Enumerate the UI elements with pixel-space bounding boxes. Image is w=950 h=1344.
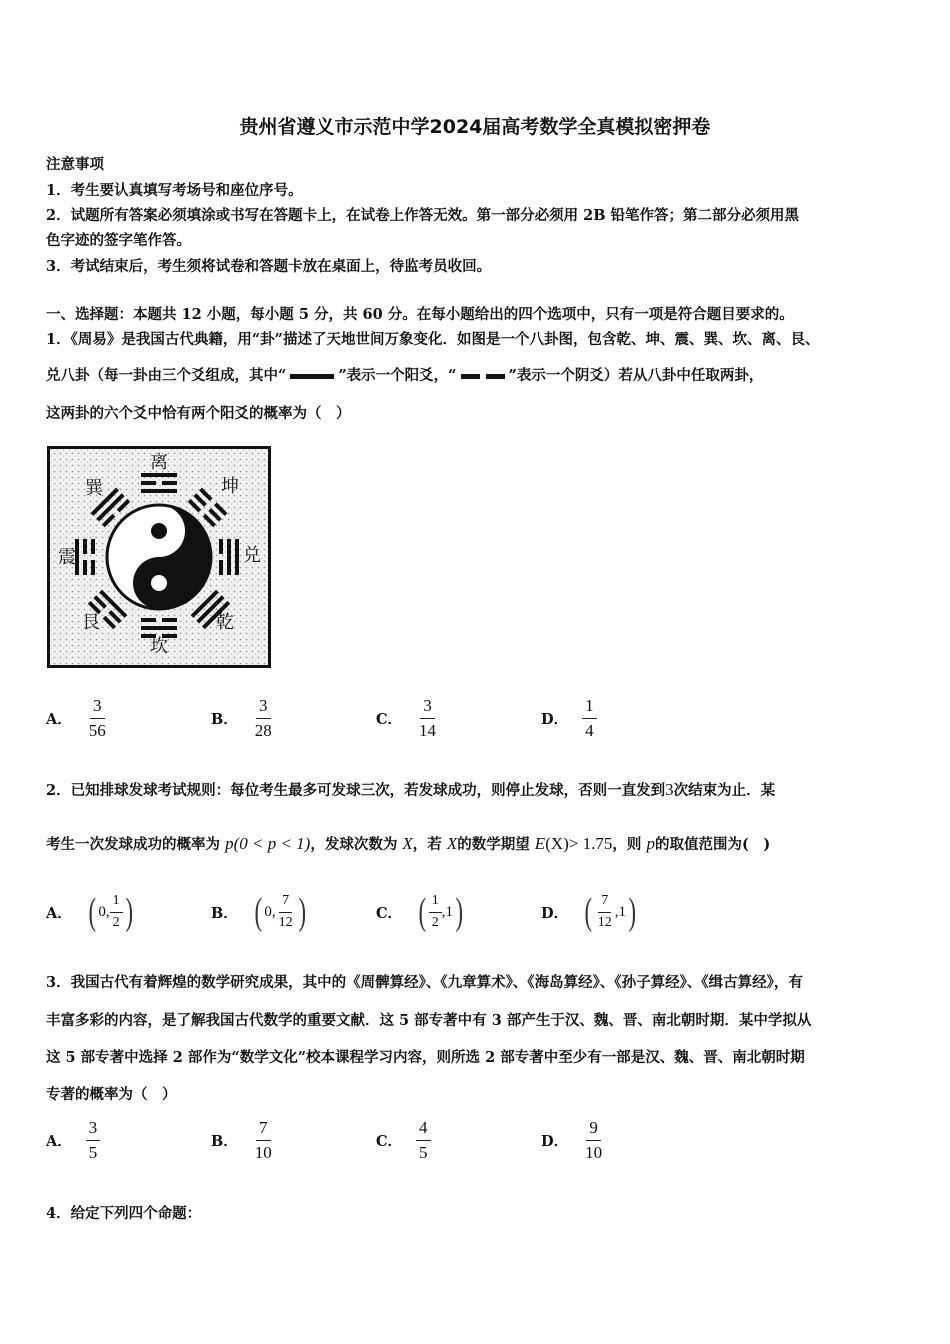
fraction: $\frac{3}{14}$ xyxy=(419,695,437,740)
option-d[interactable]: D． ( $\frac{7}{12}$ ,1 ) xyxy=(541,887,639,937)
yin-line-icon xyxy=(461,374,505,379)
option-d[interactable]: D． $\frac{1}{4}$ xyxy=(541,693,597,743)
option-a[interactable]: A． ( 0, $\frac{1}{2}$ ) xyxy=(46,887,135,937)
fraction: $\frac{3}{28}$ xyxy=(254,695,272,740)
notice-item: 1．考生要认真填写考场号和座位序号。 xyxy=(46,182,303,199)
fraction: $\frac{3}{5}$ xyxy=(86,1118,101,1162)
q3-line: 3．我国古代有着辉煌的数学研究成果，其中的《周髀算经》、《九章算术》、《海岛算经》、《孙子算经》、《缉古算经》，有 xyxy=(46,974,803,991)
option-a[interactable]: A． $\frac{3}{5}$ xyxy=(46,1115,100,1165)
label-xun: 巽 xyxy=(85,478,103,499)
q2-line: 考生一次发球成功的概率为 p(0 < p < 1)，发球次数为 X，若 X的数学期望 E(X)> 1.75，则 p的取值范围为( ) xyxy=(46,834,771,853)
exam-title: 贵州省遵义市示范中学2024届高考数学全真模拟密押卷 xyxy=(239,116,711,138)
option-c[interactable]: C． $\frac{4}{5}$ xyxy=(376,1115,431,1165)
q3-line: 丰富多彩的内容，是了解我国古代数学的重要文献．这 5 部专著中有 3 部产生于汉、魏、晋、南北朝时期．某中学拟从 xyxy=(46,1012,812,1029)
label-qian: 乾 xyxy=(216,612,234,633)
label-kan: 坎 xyxy=(150,636,168,657)
q1-line: 1．《周易》是我国古代典籍，用“卦”描述了天地世间万象变化．如图是一个八卦图，包含乾、坤、震、巽、坎、离、艮、 xyxy=(46,331,820,348)
interval: ( $\frac{7}{12}$ ,1 ) xyxy=(584,891,637,933)
option-d[interactable]: D． $\frac{9}{10}$ xyxy=(541,1115,605,1165)
q4-line: 4．给定下列四个命题： xyxy=(46,1205,202,1222)
yang-line-icon xyxy=(290,374,334,379)
fraction: $\frac{7}{10}$ xyxy=(254,1117,272,1162)
notice-item: 色字迹的签字笔作答。 xyxy=(46,232,191,249)
notice-item: 3．考试结束后，考生须将试卷和答题卡放在桌面上，待监考员收回。 xyxy=(46,258,492,275)
option-c[interactable]: C． ( $\frac{1}{2}$ ,1 ) xyxy=(376,887,466,937)
label-li: 离 xyxy=(150,452,168,473)
interval: ( 0, $\frac{1}{2}$ ) xyxy=(88,891,133,933)
label-gen: 艮 xyxy=(82,612,100,633)
notice-item: 2．试题所有答案必须填涂或书写在答题卡上，在试卷上作答无效。第一部分必须用 2B 铅笔作答；第二部分必须用黑 xyxy=(46,207,800,224)
option-a[interactable]: A． $\frac{3}{56}$ xyxy=(46,693,109,743)
q1-line: 兑八卦（每一卦由三个爻组成，其中“ ”表示一个阳爻，“ ”表示一个阴爻）若从八卦中任取两卦， xyxy=(46,367,764,384)
section-heading: 一、选择题：本题共 12 小题，每小题 5 分，共 60 分。在每小题给出的四个选项中，只有一项是符合题目要求的。 xyxy=(46,306,794,323)
q2-line: 2．已知排球发球考试规则：每位考生最多可发球三次，若发球成功，则停止发球，否则一直发到3次结束为止．某 xyxy=(46,780,776,799)
option-b[interactable]: B． ( 0, $\frac{7}{12}$ ) xyxy=(211,887,308,937)
label-dui: 兑 xyxy=(243,545,261,566)
q3-line: 专著的概率为（ ） xyxy=(46,1086,177,1103)
label-zhen: 震 xyxy=(58,547,76,568)
option-c[interactable]: C． $\frac{3}{14}$ xyxy=(376,693,439,743)
bagua-diagram xyxy=(47,446,271,668)
q1-line: 这两卦的六个爻中恰有两个阳爻的概率为（ ） xyxy=(46,405,351,422)
option-b[interactable]: B． $\frac{7}{10}$ xyxy=(211,1115,275,1165)
interval: ( $\frac{1}{2}$ ,1 ) xyxy=(418,891,464,933)
fraction: $\frac{9}{10}$ xyxy=(585,1117,603,1162)
fraction: $\frac{4}{5}$ xyxy=(416,1118,431,1162)
fraction: $\frac{1}{4}$ xyxy=(582,696,597,740)
option-b[interactable]: B． $\frac{3}{28}$ xyxy=(211,693,275,743)
yin-yang-icon xyxy=(107,505,211,609)
notice-heading: 注意事项 xyxy=(46,156,104,173)
label-kun: 坤 xyxy=(221,476,239,497)
q3-line: 这 5 部专著中选择 2 部作为“数学文化”校本课程学习内容，则所选 2 部专著中至少有一部是汉、魏、晋、南北朝时期 xyxy=(46,1049,805,1066)
interval: ( 0, $\frac{7}{12}$ ) xyxy=(254,891,306,933)
fraction: $\frac{3}{56}$ xyxy=(88,695,106,740)
